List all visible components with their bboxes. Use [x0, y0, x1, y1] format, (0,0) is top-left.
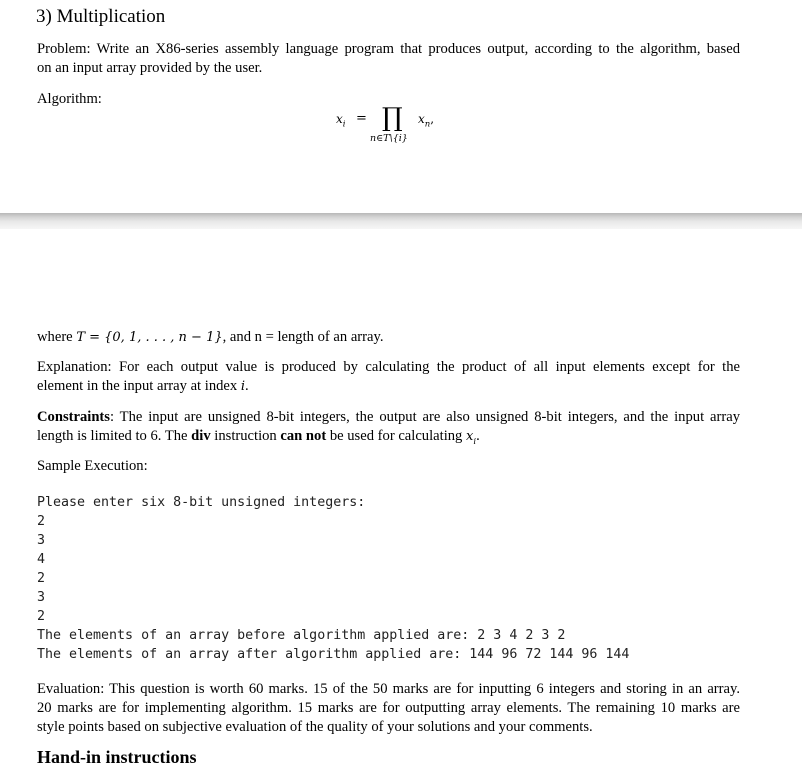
- sample-before-output: The elements of an array before algorithm applied are: 2 3 4 2 3 2: [37, 628, 566, 643]
- where-prefix: where: [37, 329, 77, 345]
- where-suffix: , and n = length of an array.: [222, 329, 384, 345]
- formula-term: $x_n$,: [418, 112, 435, 130]
- constraints-label: Constraints: [37, 409, 110, 425]
- constraints-paragraph: [37, 408, 740, 452]
- sample-execution-label: Sample Execution:: [37, 458, 148, 474]
- sample-input-4: 2: [37, 571, 46, 586]
- constraints-line-2: length is limited to 6. The div instruction can not be used for calculating $x_i$.: [37, 428, 480, 447]
- explanation-line-1: Explanation: For each output value is produced by calculating the product of all input elements except for the: [37, 359, 740, 375]
- evaluation-paragraph: [37, 680, 740, 737]
- where-line: [37, 328, 740, 347]
- div-instruction: div: [191, 428, 211, 444]
- where-set: T = {0, 1, . . . , n − 1}: [76, 330, 223, 345]
- sample-after-output: The elements of an array after algorithm applied are: 144 96 72 144 96 144: [37, 647, 630, 662]
- sample-input-6: 2: [37, 609, 46, 624]
- formula-index-set: n∈T\{i}: [370, 133, 408, 144]
- evaluation-line-2: 20 marks are for implementing algorithm. 15 marks are for outputting array elements. The remaining 10 marks are: [37, 700, 740, 716]
- sample-input-3: 4: [37, 552, 46, 567]
- section-title: 3) Multiplication: [36, 6, 166, 27]
- formula-equals: =: [356, 111, 367, 126]
- sample-input-2: 3: [37, 533, 46, 548]
- explanation-line-2: element in the input array at index i.: [37, 378, 249, 394]
- problem-line-1: Problem: Write an X86-series assembly language program that produces output, according to the algorithm, based: [37, 41, 740, 57]
- algorithm-label-text: Algorithm:: [37, 91, 102, 107]
- hand-in-heading: Hand-in instructions: [37, 747, 197, 767]
- evaluation-line-1: Evaluation: This question is worth 60 marks. 15 of the 50 marks are for inputting 6 integers and storing in an array.: [37, 681, 740, 697]
- sample-input-5: 3: [37, 590, 46, 605]
- explanation-paragraph: [37, 358, 740, 396]
- formula-lhs: $x_i$: [336, 112, 346, 130]
- product-formula: [336, 103, 476, 149]
- problem-paragraph: [37, 40, 740, 78]
- can-not-emphasis: can not: [280, 428, 327, 444]
- sample-input-1: 2: [37, 514, 46, 529]
- page-break-divider: [0, 213, 802, 229]
- evaluation-line-3: style points based on subjective evaluation of the quality of your solutions and your comments.: [37, 719, 593, 735]
- product-operator: ∏: [382, 103, 403, 133]
- problem-line-2: on an input array provided by the user.: [37, 60, 263, 76]
- constraints-line-1: Constraints: The input are unsigned 8-bit integers, the output are also unsigned 8-bit integers, and the input array: [37, 409, 740, 425]
- sample-prompt: Please enter six 8-bit unsigned integers:: [37, 495, 366, 510]
